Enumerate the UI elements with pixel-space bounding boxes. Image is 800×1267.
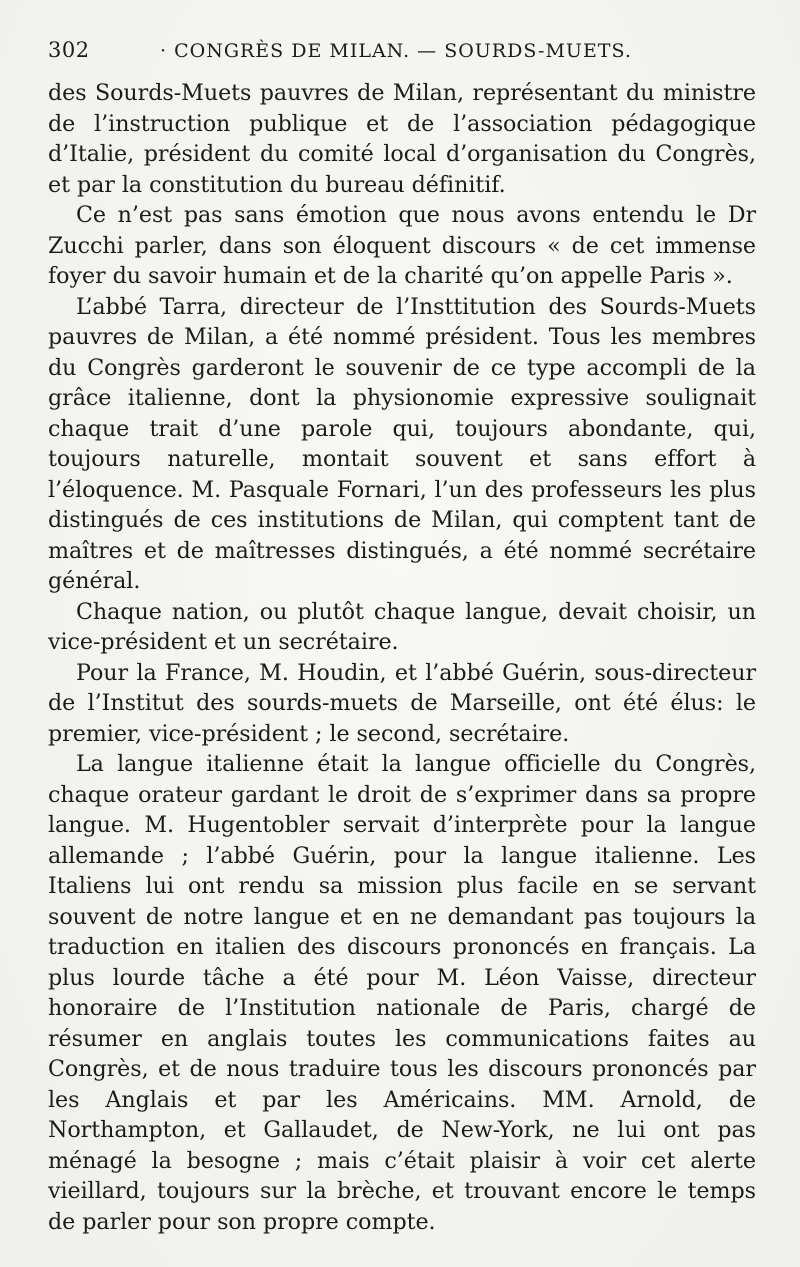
paragraph-1: des Sourds-Muets pauvres de Milan, représentant du ministre de l’instruction publique et de l’association pédagogique d’Italie, président du comité local d’organisation du Congrès, et par la constitution du bureau définitif. xyxy=(48,80,756,198)
page-number: 302 xyxy=(48,38,90,62)
paragraph-6: La langue italienne était la langue officielle du Congrès, chaque orateur gardant le droit de s’exprimer dans sa propre langue. M. Hugentobler servait d’interprète pour la langue allemande ; l’abbé Guérin, pour la langue italienne. Les Italiens lui ont rendu sa mission plus facile en se servant souvent de notre langue et en ne demandant pas toujours la traduction en italien des discours prononcés en français. La plus lourde tâche a été pour M. Léon Vaisse, directeur honoraire de l’Institution nationale de Paris, chargé de résumer en anglais toutes les communications faites au Congrès, et de nous traduire tous les discours prononcés par les Anglais et par les Américains. MM. Arnold, de Northampton, et Gallaudet, de New-York, ne lui ont pas ménagé la besogne ; mais c’était plaisir à voir cet alerte vieillard, toujours sur la brèche, et trouvant encore le temps de parler pour son propre compte. xyxy=(48,751,756,1235)
running-head xyxy=(48,38,756,78)
body-text xyxy=(48,78,756,1237)
paragraph-3: L’abbé Tarra, directeur de l’Insttitution des Sourds-Muets pauvres de Milan, a été nommé président. Tous les membres du Congrès garderont le souvenir de ce type accompli de la grâce italienne, dont la physionomie expressive soulignait chaque trait d’une parole qui, toujours abondante, qui, toujours naturelle, montait souvent et sans effort à l’éloquence. M. Pasquale Fornari, l’un des professeurs les plus distingués de ces institutions de Milan, qui comptent tant de maîtres et de maîtresses distingués, a été nommé secrétaire général. xyxy=(48,293,756,594)
paragraph-4: Chaque nation, ou plutôt chaque langue, devait choisir, un vice-président et un secrétaire. xyxy=(48,598,756,655)
paragraph-5: Pour la France, M. Houdin, et l’abbé Guérin, sous-directeur de l’Institut des sourds-muets de Marseille, ont été élus: le premier, vice-président ; le second, secrétaire. xyxy=(48,659,756,747)
running-title: · CONGRÈS DE MILAN. — SOURDS-MUETS. xyxy=(160,40,632,62)
paragraph-2: Ce n’est pas sans émotion que nous avons entendu le Dr Zucchi parler, dans son éloquent discours « de cet immense foyer du savoir humain et de la charité qu’on appelle Paris ». xyxy=(48,202,756,289)
